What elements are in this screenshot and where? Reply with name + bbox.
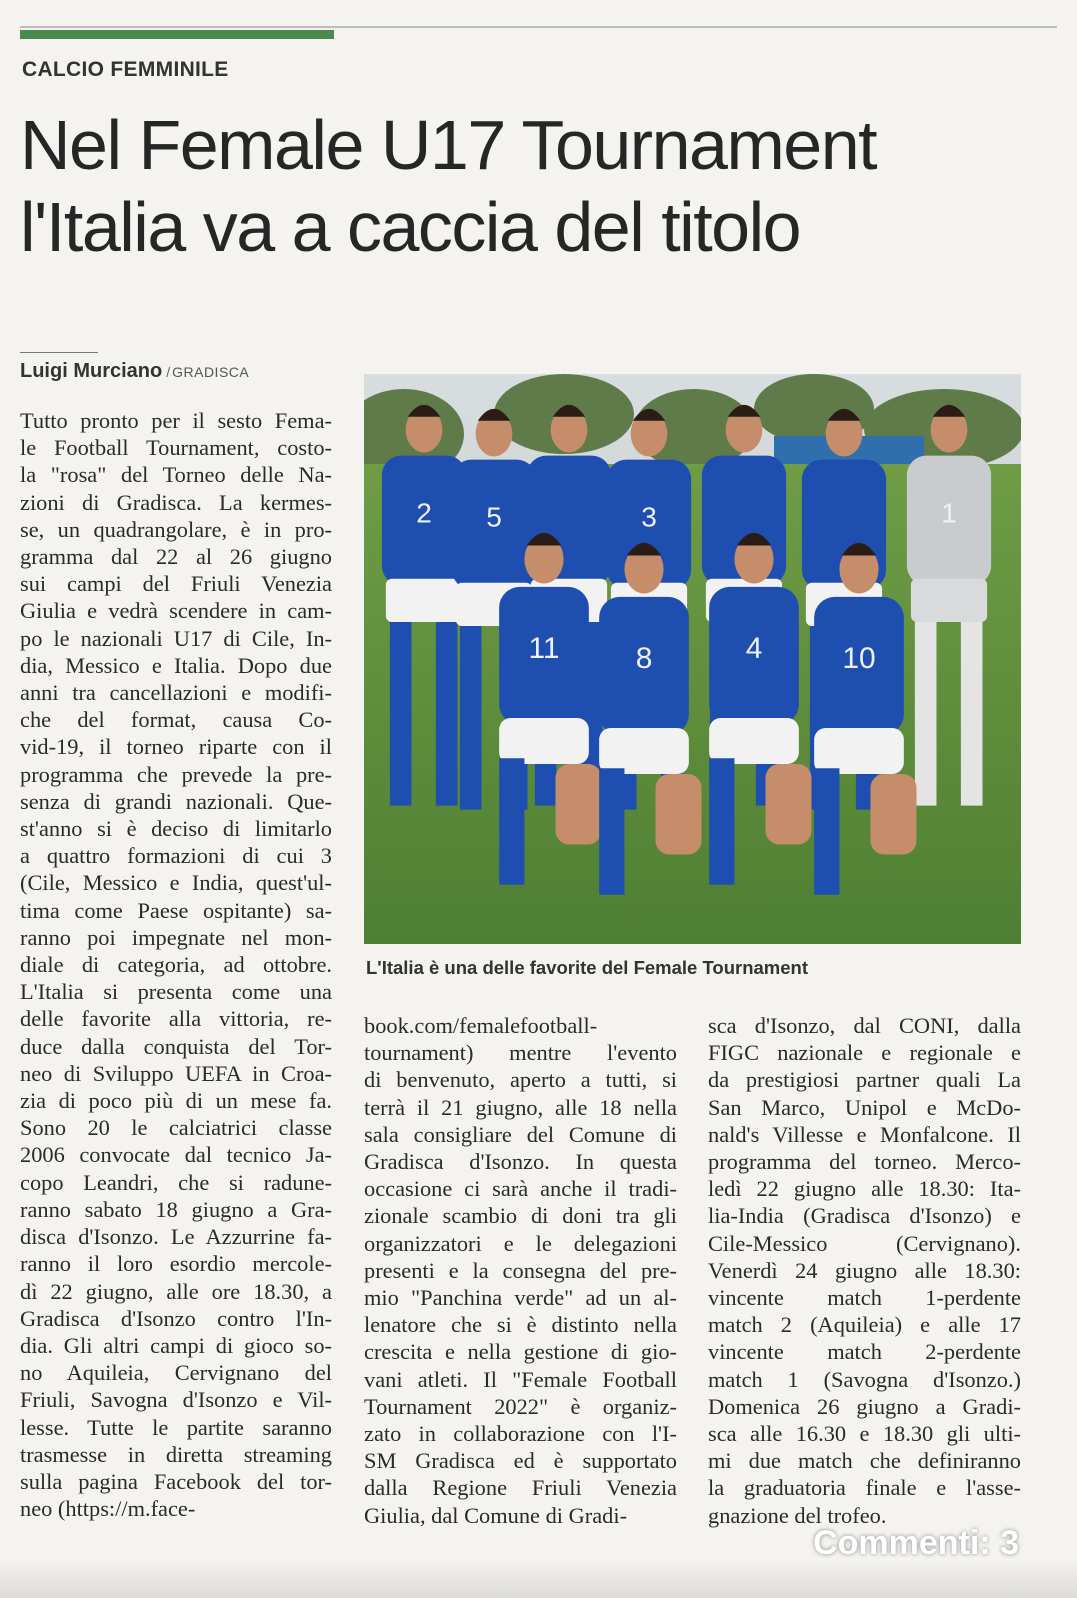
- article-line: (Cile, Messico e India, quest'ul-: [20, 870, 332, 896]
- article-line: gnazione del trofeo.: [708, 1502, 887, 1528]
- article-line: diale di categoria, ad ottobre.: [20, 952, 332, 978]
- shirt-number: 8: [635, 642, 653, 676]
- article-line: ledì 22 giugno alle 18.30: Ita-: [708, 1176, 1021, 1202]
- article-line: neo (https://m.face-: [20, 1496, 196, 1522]
- article-line: duce dalla conquista del Tor-: [20, 1033, 332, 1059]
- article-line: tima come Paese ospitante) sa-: [20, 897, 332, 923]
- article-column-3: [708, 1012, 1021, 1529]
- article-line: Giulia e vedrà scendere in cam-: [20, 598, 332, 624]
- article-line: Friuli, Savogna d'Isonzo e Vil-: [20, 1387, 332, 1413]
- article-line: match 2 (Aquileia) e alle 17: [708, 1312, 1021, 1338]
- article-line: st'anno si è deciso di limitarlo: [20, 816, 332, 842]
- article-line: Gradisca d'Isonzo. In questa: [364, 1149, 677, 1175]
- headline-line-2: l'Italia va a caccia del titolo: [20, 188, 801, 266]
- headline: [20, 104, 1060, 268]
- article-line: crescita e nella gestione di gio-: [364, 1339, 677, 1365]
- article-line: copo Leandri, che si radune-: [20, 1169, 332, 1195]
- article-line: se, un quadrangolare, è in pro-: [20, 516, 332, 542]
- author-name: Luigi Murciano: [20, 360, 163, 382]
- article-line: da prestigiosi partner quali La: [708, 1067, 1021, 1093]
- article-line: vani atleti. Il "Female Football: [364, 1366, 677, 1392]
- article-line: organizzatori e le delegazioni: [364, 1230, 677, 1256]
- article-line: Venerdì 24 giugno alle 18.30:: [708, 1257, 1021, 1283]
- article-line: tournament) mentre l'evento: [364, 1040, 677, 1066]
- article-line: zia di poco più di un mese fa.: [20, 1088, 332, 1114]
- article-line: match 1 (Savogna d'Isonzo.): [708, 1366, 1021, 1392]
- article-line: Tutto pronto per il sesto Fema-: [20, 408, 332, 433]
- article-line: lesse. Tutte le partite saranno: [20, 1414, 332, 1440]
- article-line: po le nazionali U17 di Cile, In-: [20, 625, 332, 651]
- section-label: CALCIO FEMMINILE: [22, 58, 229, 81]
- article-line: sulla pagina Facebook del tor-: [20, 1468, 332, 1494]
- comments-count[interactable]: Commenti: 3: [813, 1524, 1019, 1562]
- shirt-number: 2: [416, 497, 432, 529]
- section-accent-bar: [20, 30, 334, 39]
- article-line: mio "Panchina verde" ad un al-: [364, 1285, 677, 1311]
- article-column-2: [364, 1012, 677, 1529]
- byline-separator: /: [166, 364, 171, 380]
- article-line: 2006 convocate dal tecnico Ja-: [20, 1142, 332, 1168]
- article-line: la "rosa" del Torneo delle Na-: [20, 462, 332, 488]
- article-line: Cile-Messico (Cervignano).: [708, 1230, 1021, 1256]
- article-line: Giulia, dal Comune di Gradi-: [364, 1502, 628, 1528]
- article-line: a quattro formazioni di cui 3: [20, 843, 332, 869]
- team-photo: [364, 374, 1021, 944]
- shirt-number: 10: [842, 642, 876, 676]
- article-line: terrà il 21 giugno, alle 18 nella: [364, 1094, 677, 1120]
- top-rule: [20, 26, 1057, 28]
- shirt-number: 11: [528, 632, 560, 666]
- article-line: Domenica 26 giugno a Gradi-: [708, 1393, 1021, 1419]
- byline: [20, 360, 249, 383]
- article-line: lia-India (Gradisca d'Isonzo) e: [708, 1203, 1021, 1229]
- article-line: vincente match 2-perdente: [708, 1339, 1021, 1365]
- headline-line-1: Nel Female U17 Tournament: [20, 106, 877, 184]
- byline-place: GRADISCA: [172, 364, 250, 380]
- article-line: SM Gradisca ed è supportato: [364, 1448, 677, 1474]
- article-line: dalla Regione Friuli Venezia: [364, 1475, 677, 1501]
- shirt-number: 1: [941, 497, 957, 529]
- article-line: gramma dal 22 al 26 giugno: [20, 544, 332, 570]
- article-line: sala consigliare del Comune di: [364, 1121, 677, 1147]
- article-line: book.com/femalefootball-: [364, 1013, 598, 1038]
- article-line: la graduatoria finale e l'asse-: [708, 1475, 1021, 1501]
- shirt-number: 5: [486, 501, 502, 533]
- article-line: sui campi del Friuli Venezia: [20, 571, 332, 597]
- article-column-1: [20, 407, 332, 1522]
- article-line: dia. Gli altri campi di gioco so-: [20, 1332, 332, 1358]
- article-line: presenti e la consegna del pre-: [364, 1257, 677, 1283]
- article-line: programma che prevede la pre-: [20, 761, 332, 787]
- bottom-fade: [0, 1560, 1077, 1598]
- team-photo-illustration: [364, 374, 1021, 944]
- article-line: che del format, causa Co-: [20, 707, 332, 733]
- article-line: lenatore che si è distinto nella: [364, 1312, 677, 1338]
- article-line: delle favorite alla vittoria, re-: [20, 1006, 332, 1032]
- article-line: L'Italia si presenta come una: [20, 979, 332, 1005]
- shirt-number: 4: [745, 632, 763, 666]
- byline-rule: [20, 352, 98, 353]
- article-line: nald's Villesse e Monfalcone. Il: [708, 1121, 1021, 1147]
- article-line: le Football Tournament, costo-: [20, 435, 332, 461]
- article-line: senza di grandi nazionali. Que-: [20, 788, 332, 814]
- article-line: sca d'Isonzo, dal CONI, dalla: [708, 1013, 1021, 1038]
- photo-caption: L'Italia è una delle favorite del Female Tournament: [366, 957, 809, 978]
- article-line: zioni di Gradisca. La kermes-: [20, 489, 332, 515]
- article-line: San Marco, Unipol e McDo-: [708, 1094, 1021, 1120]
- article-line: FIGC nazionale e regionale e: [708, 1040, 1021, 1066]
- article-line: vincente match 1-perdente: [708, 1285, 1021, 1311]
- article-line: Gradisca d'Isonzo contro l'In-: [20, 1305, 332, 1331]
- shirt-number: 3: [641, 501, 657, 533]
- article-line: ranno poi impegnate nel mon-: [20, 924, 332, 950]
- article-line: dì 22 giugno, alle ore 18.30, a: [20, 1278, 332, 1304]
- article-line: trasmesse in diretta streaming: [20, 1441, 332, 1467]
- article-line: mi due match che definiranno: [708, 1448, 1021, 1474]
- article-line: neo di Sviluppo UEFA in Croa-: [20, 1060, 332, 1086]
- article-line: no Aquileia, Cervignano del: [20, 1360, 332, 1386]
- article-line: ranno sabato 18 giugno a Gra-: [20, 1196, 332, 1222]
- article-line: ranno il loro esordio mercole-: [20, 1251, 332, 1277]
- article-line: programma del torneo. Merco-: [708, 1149, 1021, 1175]
- article-line: di benvenuto, aperto a tutti, si: [364, 1067, 677, 1093]
- article-line: zionale scambio di doni tra gli: [364, 1203, 677, 1229]
- article-line: Tournament 2022" è organiz-: [364, 1393, 677, 1419]
- article-line: Sono 20 le calciatrici classe: [20, 1115, 332, 1141]
- article-line: vid-19, il torneo riparte con il: [20, 734, 332, 760]
- article-line: sca alle 16.30 e 18.30 gli ulti-: [708, 1421, 1021, 1447]
- article-line: anni tra cancellazioni e modifi-: [20, 680, 332, 706]
- article-line: zato in collaborazione con l'I-: [364, 1421, 677, 1447]
- article-line: dia, Messico e Italia. Dopo due: [20, 652, 332, 678]
- article-line: disca d'Isonzo. Le Azzurrine fa-: [20, 1224, 332, 1250]
- article-line: occasione ci sarà anche il tradi-: [364, 1176, 677, 1202]
